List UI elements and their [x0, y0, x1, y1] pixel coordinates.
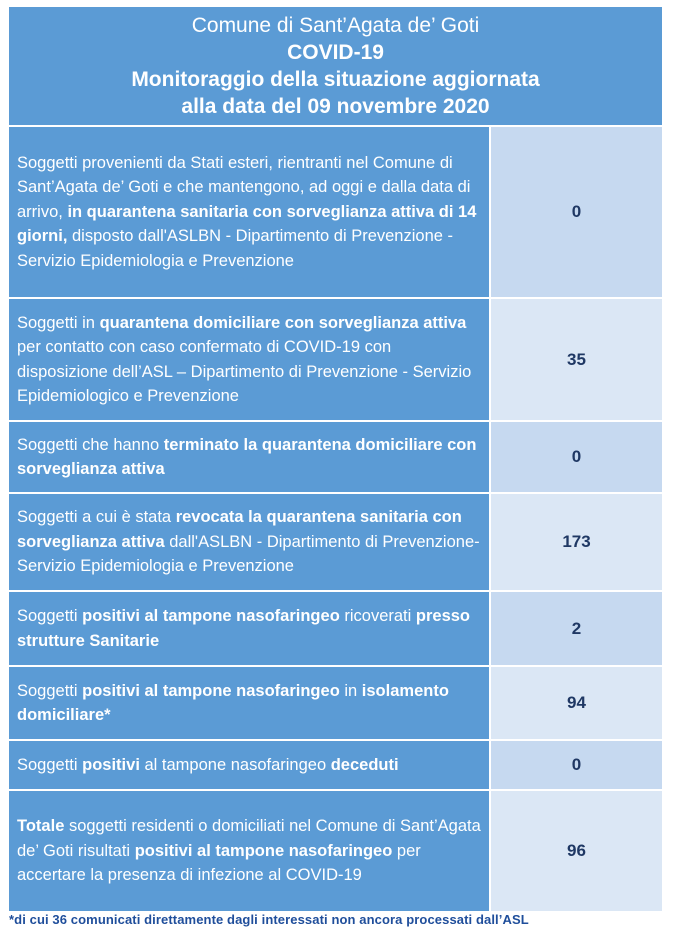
topic-title: COVID-19 [287, 41, 384, 64]
table-row [9, 494, 662, 592]
table-row [9, 741, 662, 791]
table-row [9, 299, 662, 422]
update-date: alla data del 09 novembre 2020 [181, 95, 490, 118]
description-text: Soggetti che hanno [17, 435, 164, 454]
description-text: al tampone nasofaringeo [139, 755, 331, 774]
description-emphasis: isolamento domiciliare* [17, 681, 449, 724]
description-emphasis: deceduti [330, 755, 399, 774]
description-emphasis: positivi al tampone nasofaringeo [134, 841, 393, 860]
description-emphasis: in quarantena sanitaria con sorveglianza attiva di 14 giorni, [17, 202, 477, 246]
row-description [9, 592, 491, 665]
description-emphasis: positivi al tampone nasofaringeo [82, 681, 340, 700]
description-text: Soggetti provenienti da Stati esteri, rientranti nel Comune di Sant’Agata de’ Goti e che mantengono, ad oggi e dalla data di arrivo, [17, 153, 471, 221]
description-text: per contatto con caso confermato di COVID-19 con disposizione dell’ASL – Dipartimento di Prevenzione - Servizio Epidemiologico e Prevenzione [17, 338, 472, 405]
row-value: 2 [491, 592, 662, 665]
description-text: disposto dall'ASLBN - Dipartimento di Prevenzione - Servizio Epidemiologia e Prevenzione [17, 227, 454, 270]
row-value: 94 [491, 667, 662, 739]
report-header [9, 7, 662, 125]
row-value: 173 [491, 494, 662, 590]
description-text: per accertare la presenza di infezione al COVID-19 [17, 841, 421, 885]
description-emphasis: Totale [17, 817, 65, 836]
table-row [9, 422, 662, 494]
description-emphasis: positivi [82, 755, 140, 774]
row-description [9, 127, 491, 297]
description-emphasis: terminato la quarantena domiciliare con sorveglianza attiva [17, 435, 477, 478]
row-description [9, 494, 491, 590]
description-text: dall'ASLBN - Dipartimento di Prevenzione-Servizio Epidemiologia e Prevenzione [17, 532, 480, 576]
row-description [9, 299, 491, 420]
table-row [9, 127, 662, 299]
table-row [9, 667, 662, 741]
description-emphasis: presso strutture Sanitarie [17, 607, 470, 650]
monitoring-table [9, 127, 662, 913]
description-emphasis: positivi al tampone nasofaringeo [82, 607, 340, 625]
row-description [9, 741, 491, 789]
row-description [9, 667, 491, 739]
row-value: 35 [491, 299, 662, 420]
description-text: Soggetti in [17, 313, 100, 332]
municipality-title: Comune di Sant’Agata de’ Goti [191, 14, 480, 37]
description-text: Soggetti [17, 755, 83, 774]
table-row [9, 592, 662, 667]
description-text: in [339, 681, 362, 700]
description-emphasis: revocata la quarantena sanitaria con sorveglianza attiva [17, 508, 462, 551]
row-value: 0 [491, 422, 662, 492]
description-text: Soggetti a cui è stata [17, 508, 176, 527]
row-value: 0 [491, 741, 662, 789]
description-emphasis: quarantena domiciliare con sorveglianza attiva [99, 313, 467, 332]
row-description [9, 791, 491, 911]
description-text: Soggetti [17, 607, 83, 625]
description-text: soggetti residenti o domiciliati nel Comune di Sant’Agata de’ Goti risultati [17, 817, 481, 860]
description-text: Soggetti [17, 681, 83, 700]
table-row [9, 791, 662, 913]
row-description [9, 422, 491, 492]
row-value: 0 [491, 127, 662, 297]
monitoring-title: Monitoraggio della situazione aggiornata [131, 68, 540, 91]
description-text: ricoverati [339, 607, 416, 625]
row-value: 96 [491, 791, 662, 911]
footnote: *di cui 36 comunicati direttamente dagli interessati non ancora processati dall’ASL [9, 912, 529, 927]
